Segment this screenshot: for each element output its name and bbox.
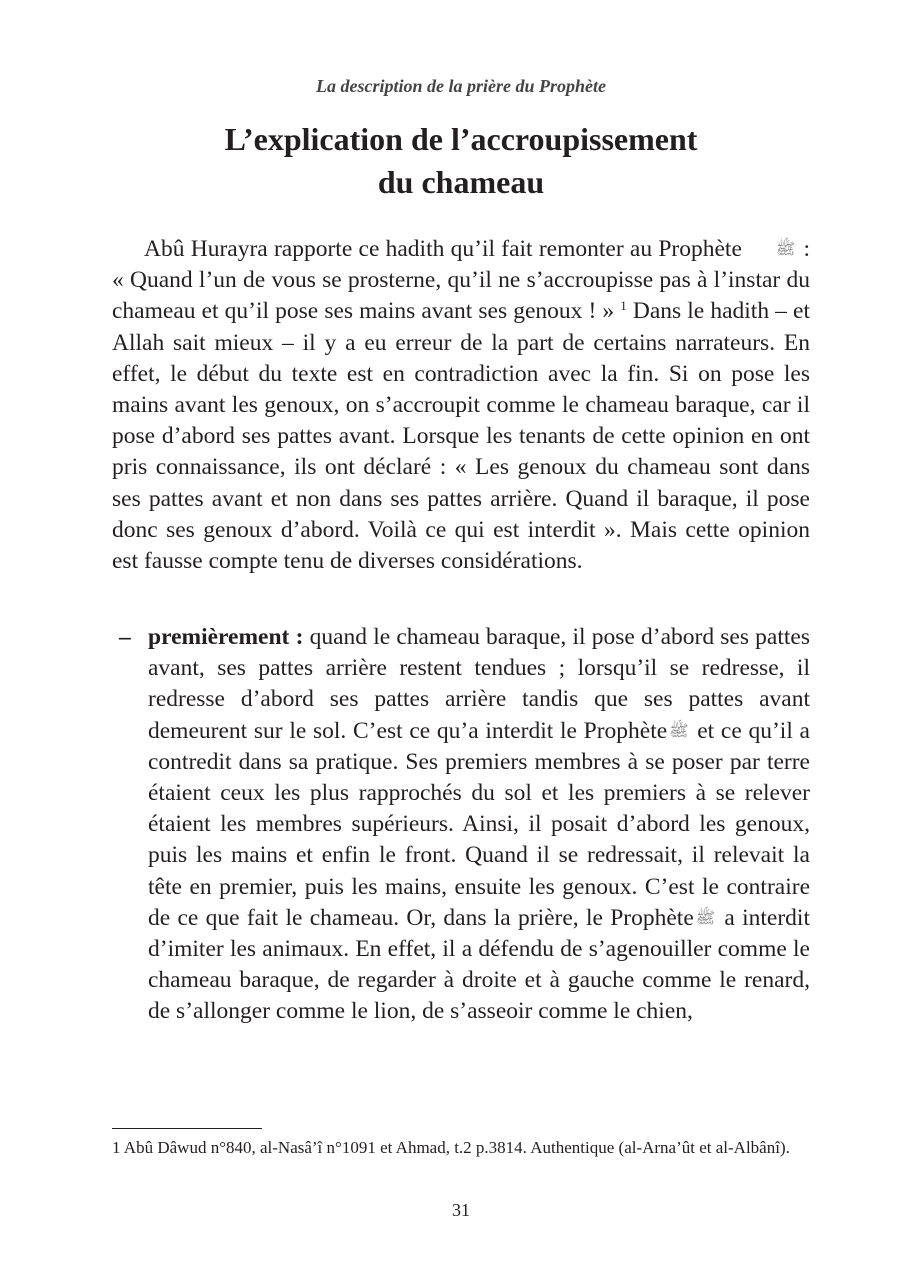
chapter-title-line2: du chameau — [377, 164, 545, 200]
chapter-title — [100, 118, 822, 204]
honorific-glyph-icon: ﷺ — [775, 241, 796, 258]
considerations-list — [112, 622, 810, 1028]
list-item-lead: premièrement : — [148, 624, 304, 650]
list-text-b: et ce qu’il a contredit dans sa pratique. Ses premiers membres à se poser par terre étaient ceux les plus rapprochés du sol et les premiers à se relever étaient les membres supérieurs. Ainsi, il posait d’abord les genoux, puis les mains et enfin le front. Quand il se redressait, il relevait la tête en premier, puis les mains, ensuite les genoux. C’est le contraire de ce que fait le chameau. Or, dans la prière, le Prophète — [148, 717, 810, 931]
chapter-title-line1: L’explication de l’accroupissement — [224, 121, 698, 157]
list-text-c: a interdit d’imiter les animaux. En effet, il a défendu de s’agenouiller comme le chameau baraque, de regarder à droite et à gauche comme le renard, de s’allonger comme le lion, de s’asseoir comme le chien, — [148, 904, 810, 1025]
intro-text-a: Abû Hurayra rapporte ce hadith qu’il fait remonter au Prophète — [144, 236, 742, 262]
footnote: 1 Abû Dâwud n°840, al-Nasâ’î n°1091 et Ahmad, t.2 p.3814. Authentique (al-Arna’ût et al-Albânî). — [112, 1138, 790, 1157]
list-text-a: quand le chameau baraque, il pose d’abord ses pattes avant, ses pattes arrière restent tendues ; lorsqu’il se redresse, il redresse d’abord ses pattes arrière tandis que ses pattes avant demeurent sur le sol. C’est ce qu’a interdit le Prophète — [148, 624, 810, 744]
footnote-divider — [112, 1128, 262, 1129]
list-item — [112, 622, 810, 1028]
intro-text-c: Dans le hadith – et Allah sait mieux – il y a eu erreur de la part de certains narrateurs. En effet, le début du texte est en contradiction avec la fin. Si on pose les mains avant les genoux, on s’accroupit comme le chameau baraque, car il pose d’abord ses pattes avant. Lorsque les tenants de cette opinion en ont pris connaissance, ils ont déclaré : « Les genoux du chameau sont dans ses pattes avant et non dans ses pattes arrière. Quand il baraque, il pose donc ses genoux d’abord. Voilà ce qui est interdit ». Mais cette opinion est fausse compte tenu de diverses considérations. — [112, 298, 810, 575]
running-head: La description de la prière du Prophète — [316, 76, 606, 96]
intro-text-b: : « Quand l’un de vous se prosterne, qu’il ne s’accroupisse pas à l’instar du chameau et qu’il pose ses mains avant ses genoux ! » — [112, 236, 810, 325]
page-number: 31 — [452, 1200, 470, 1220]
honorific-glyph-icon: ﷺ — [695, 909, 716, 927]
footnote-reference: 1 — [620, 298, 627, 314]
honorific-glyph-icon: ﷺ — [669, 722, 689, 740]
list-dash: – — [119, 624, 131, 650]
intro-paragraph — [112, 234, 810, 577]
